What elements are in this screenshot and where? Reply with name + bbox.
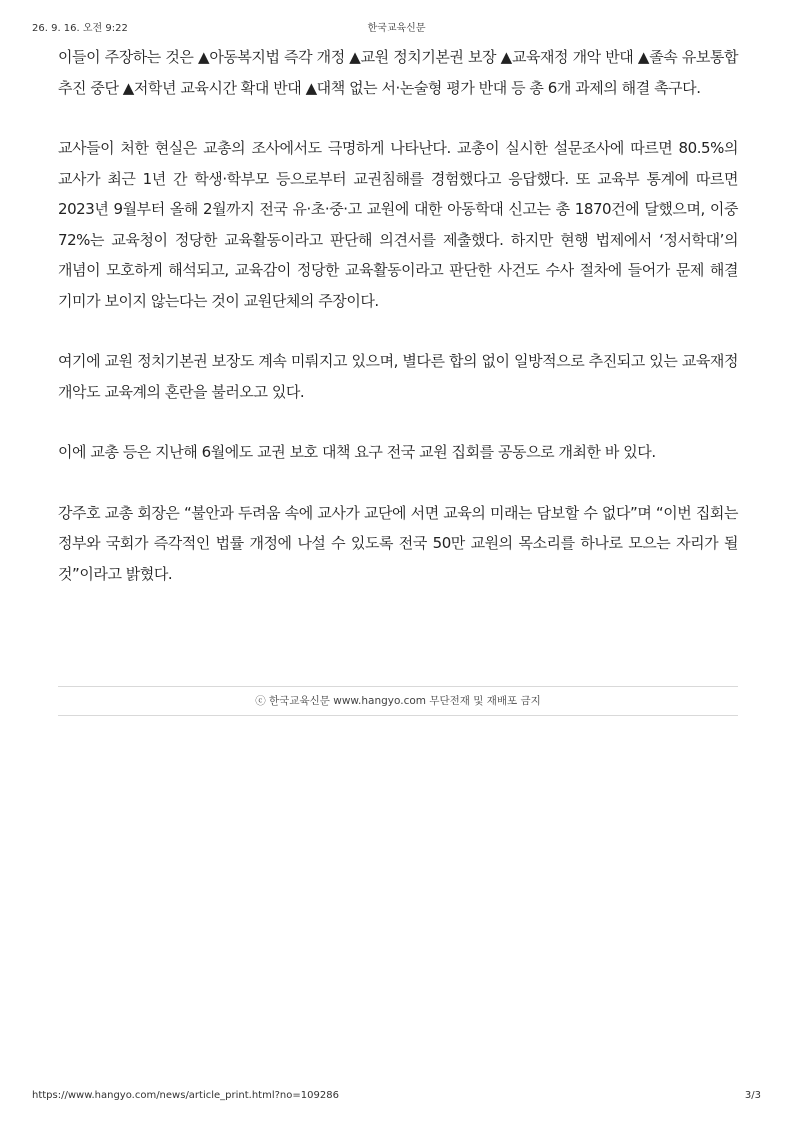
article-paragraph: 교사들이 처한 현실은 교총의 조사에서도 극명하게 나타난다. 교총이 실시한 설문조사에 따르면 80.5%의 교사가 최근 1년 간 학생·학부모 등으로부터 교권침해를 경험했다고 응답했다. 또 교육부 통계에 따르면 2023년 9월부터 올해 2월까지 전국 유·초·중·고 교원에 대한 아동학대 신고는 총 1870건에 달했으며, 이중 72%는 교육청이 정당한 교육활동이라고 판단해 의견서를 제출했다. 하지만 현행 법제에서 ‘정서학대’의 개념이 모호하게 해석되고, 교육감이 정당한 교육활동이라고 판단한 사건도 수사 절차에 들어가 문제 해결 기미가 보이지 않는다는 것이 교원단체의 주장이다.	[58, 139, 738, 310]
print-header	[32, 19, 761, 35]
article-paragraph: 여기에 교원 정치기본권 보장도 계속 미뤄지고 있으며, 별다른 합의 없이 일방적으로 추진되고 있는 교육재정 개악도 교육계의 혼란을 불러오고 있다.	[58, 352, 738, 401]
page-number: 3/3	[744, 1090, 761, 1101]
copyright-notice: ⓒ 한국교육신문 www.hangyo.com 무단전재 및 재배포 금지	[58, 686, 738, 716]
article-body	[58, 42, 738, 619]
print-site-title: 한국교육신문	[367, 23, 426, 34]
article-paragraph: 이에 교총 등은 지난해 6월에도 교권 보호 대책 요구 전국 교원 집회를 공동으로 개최한 바 있다.	[58, 443, 656, 461]
print-datetime: 26. 9. 16. 오전 9:22	[32, 23, 128, 34]
article-paragraph: 강주호 교총 회장은 “불안과 두려움 속에 교사가 교단에 서면 교육의 미래는 담보할 수 없다”며 “이번 집회는 정부와 국회가 즉각적인 법률 개정에 나설 수 있도록 전국 50만 교원의 목소리를 하나로 모으는 자리가 될 것”이라고 밝혔다.	[58, 503, 738, 583]
print-footer	[32, 1090, 761, 1106]
article-paragraph: 이들이 주장하는 것은 ▲아동복지법 즉각 개정 ▲교원 정치기본권 보장 ▲교육재정 개악 반대 ▲졸속 유보통합 추진 중단 ▲저학년 교육시간 확대 반대 ▲대책 없는 서·논술형 평가 반대 등 총 6개 과제의 해결 촉구다.	[58, 48, 738, 97]
print-url: https://www.hangyo.com/news/article_print.html?no=109286	[32, 1090, 339, 1101]
